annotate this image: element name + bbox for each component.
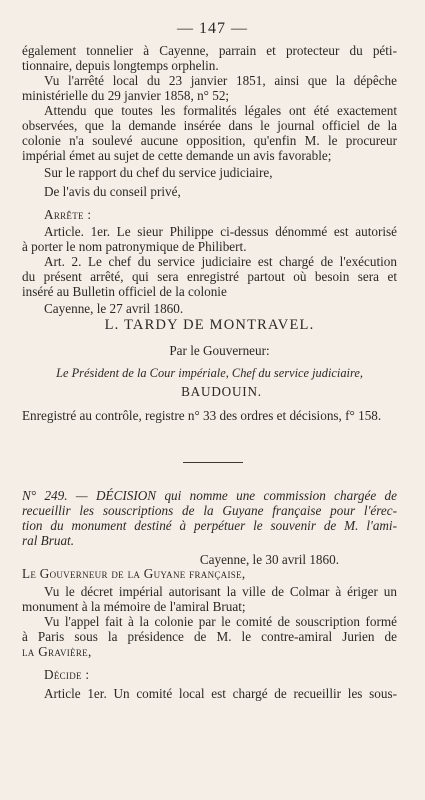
date-line: Cayenne, le 30 avril 1860. [199,552,339,567]
president-title: Le Président de la Cour impériale, Chef du service judiciaire, [56,366,363,380]
signature-name: L. TARDY DE MONTRAVEL. [104,318,315,333]
text-line: Article 1er. Un comité local est chargé de recueillir les sous- [44,686,397,701]
text-line: Article. 1er. Le sieur Philippe ci-dessus dénommé est autorisé [44,224,397,239]
decision-title-line: recueillir les souscriptions de la Guyane française pour l'érec- [22,503,397,518]
text-line: monument à la mémoire de l'amiral Bruat; [22,599,246,614]
text-line: impérial émet au sujet de cette demande un avis favorable; [22,148,332,163]
page-number: — 147 — [177,20,248,37]
decision-body [22,566,397,701]
decision-header [22,488,397,567]
text-line: ministérielle du 29 janvier 1858, n° 52; [22,88,230,103]
text-line: Vu l'arrêté local du 23 janvier 1851, ainsi que la dépêche [44,73,397,88]
decision-title-line: ral Bruat. [22,533,75,548]
decision-title-line: N° 249. — DÉCISION qui nomme une commission chargée de [22,488,397,503]
text-line: Vu l'appel fait à la colonie par le comité de souscription formé [44,614,397,629]
text-line: également tonnelier à Cayenne, parrain et protecteur du péti- [22,43,397,58]
baudouin-name: BAUDOUIN. [181,384,262,399]
par-le-gouverneur: Par le Gouverneur: [169,343,270,358]
text-line: Vu le décret impérial autorisant la ville de Colmar à ériger un [44,584,397,599]
text-line: à Paris sous la présidence de M. le contre-amiral Jurien de [22,629,397,644]
arrete-text-block [22,43,397,316]
signature-block [22,318,397,423]
text-line: du présent arrêté, qui sera enregistré partout où besoin sera et [22,269,397,284]
text-line: tionnaire, depuis longtemps orphelin. [22,58,219,73]
decide-heading: Décide : [44,667,90,682]
text-line: De l'avis du conseil privé, [44,184,181,199]
text-line: Art. 2. Le chef du service judiciaire est chargé de l'exécution [44,254,397,269]
text-line: à porter le nom patronymique de Philibert. [22,239,247,254]
text-line: inséré au Bulletin officiel de la colonie [22,284,227,299]
text-line: Le Gouverneur de la Guyane française, [22,566,246,581]
date-line: Cayenne, le 27 avril 1860. [44,301,184,316]
text-line: colonie n'a soulevé aucune opposition, qu'enfin M. le procureur [22,133,397,148]
text-line: Sur le rapport du chef du service judiciaire, [44,165,273,180]
decision-title-line: tion du monument destiné à perpétuer le souvenir de M. l'ami- [22,518,397,533]
registration-note: Enregistré au contrôle, registre n° 33 des ordres et décisions, f° 158. [22,408,382,423]
text-line: la Gravière, [22,644,92,659]
text-line: Attendu que toutes les formalités légales ont été exactement [44,103,397,118]
arrete-heading: Arrête : [44,207,92,222]
text-line: observées, que la demande insérée dans le journal officiel de la [22,118,397,133]
divider [183,462,243,463]
